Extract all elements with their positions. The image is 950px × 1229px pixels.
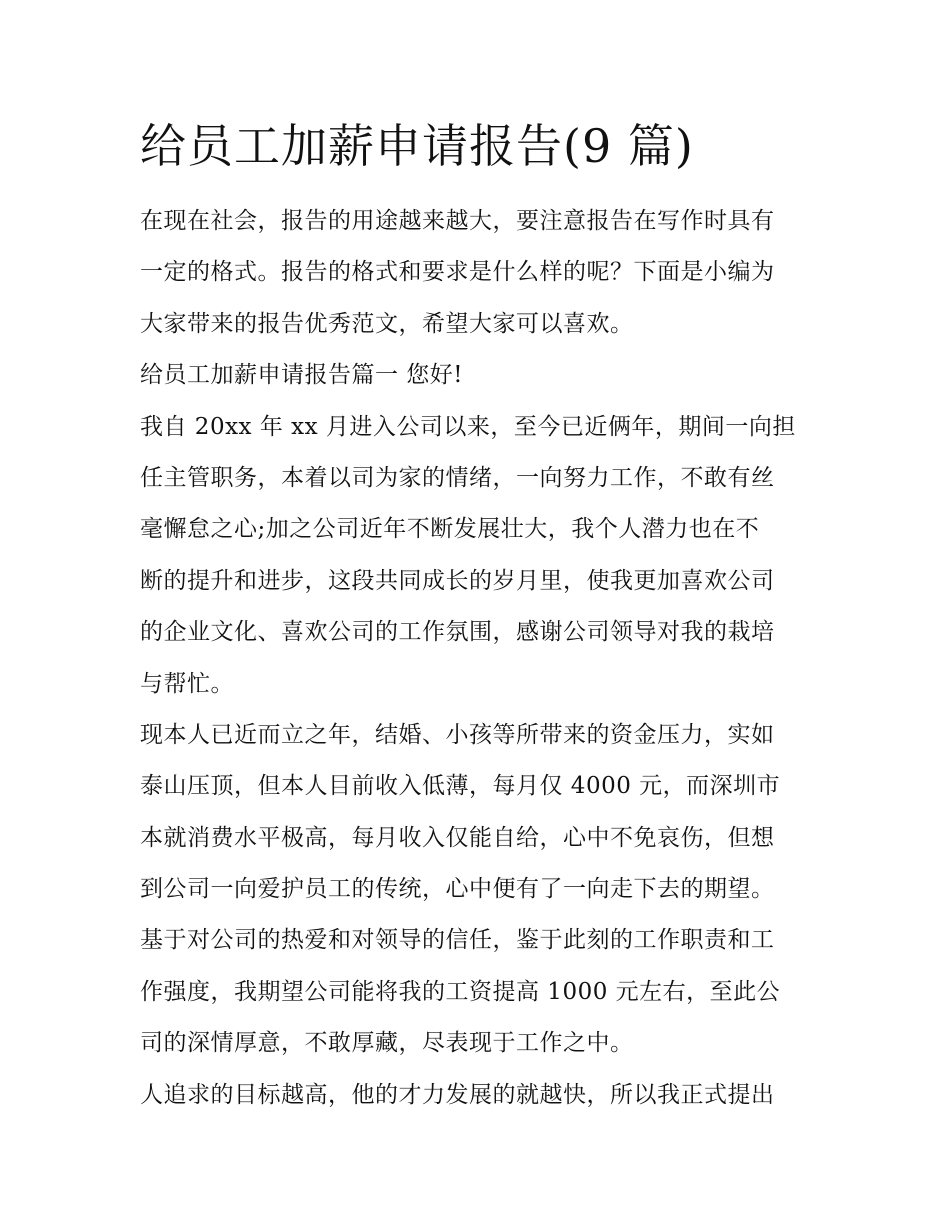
body-line: 在现在社会，报告的用途越来越大，要注意报告在写作时具有: [140, 208, 775, 234]
body-line: 任主管职务，本着以司为家的情绪，一向努力工作，不敢有丝: [140, 464, 775, 491]
body-line: 我自 20xx 年 xx 月进入公司以来，至今已近俩年，期间一向担: [140, 413, 796, 440]
section-heading-line: 给员工加薪申请报告篇一 您好!: [140, 362, 464, 389]
body-line: 泰山压顶，但本人目前收入低薄，每月仅 4000 元，而深圳市: [140, 773, 781, 800]
body-line: 基于对公司的热爱和对领导的信任，鉴于此刻的工作职责和工: [140, 927, 775, 954]
document-title: 给员工加薪申请报告(9 篇): [140, 119, 694, 173]
body-line: 大家带来的报告优秀范文，希望大家可以喜欢。: [140, 310, 634, 337]
body-line: 现本人已近而立之年，结婚、小孩等所带来的资金压力，实如: [140, 721, 775, 748]
body-line: 毫懈怠之心;加之公司近年不断发展壮大，我个人潜力也在不: [140, 516, 760, 543]
body-line: 到公司一向爱护员工的传统，心中便有了一向走下去的期望。: [140, 876, 775, 903]
body-line: 的企业文化、喜欢公司的工作氛围，感谢公司领导对我的栽培: [140, 619, 775, 646]
document-body: [140, 196, 820, 1121]
body-line: 一定的格式。报告的格式和要求是什么样的呢？下面是小编为: [140, 259, 775, 286]
body-line: 人追求的目标越高，他的才力发展的就越快，所以我正式提出: [140, 1081, 775, 1108]
body-line: 本就消费水平极高，每月收入仅能自给，心中不免哀伤，但想: [140, 824, 775, 851]
body-line: 司的深情厚意，不敢厚藏，尽表现于工作之中。: [140, 1030, 634, 1057]
body-line: 断的提升和进步，这段共同成长的岁月里，使我更加喜欢公司: [140, 567, 775, 594]
body-line: 作强度，我期望公司能将我的工资提高 1000 元左右，至此公: [140, 978, 781, 1005]
body-line: 与帮忙。: [140, 670, 234, 697]
